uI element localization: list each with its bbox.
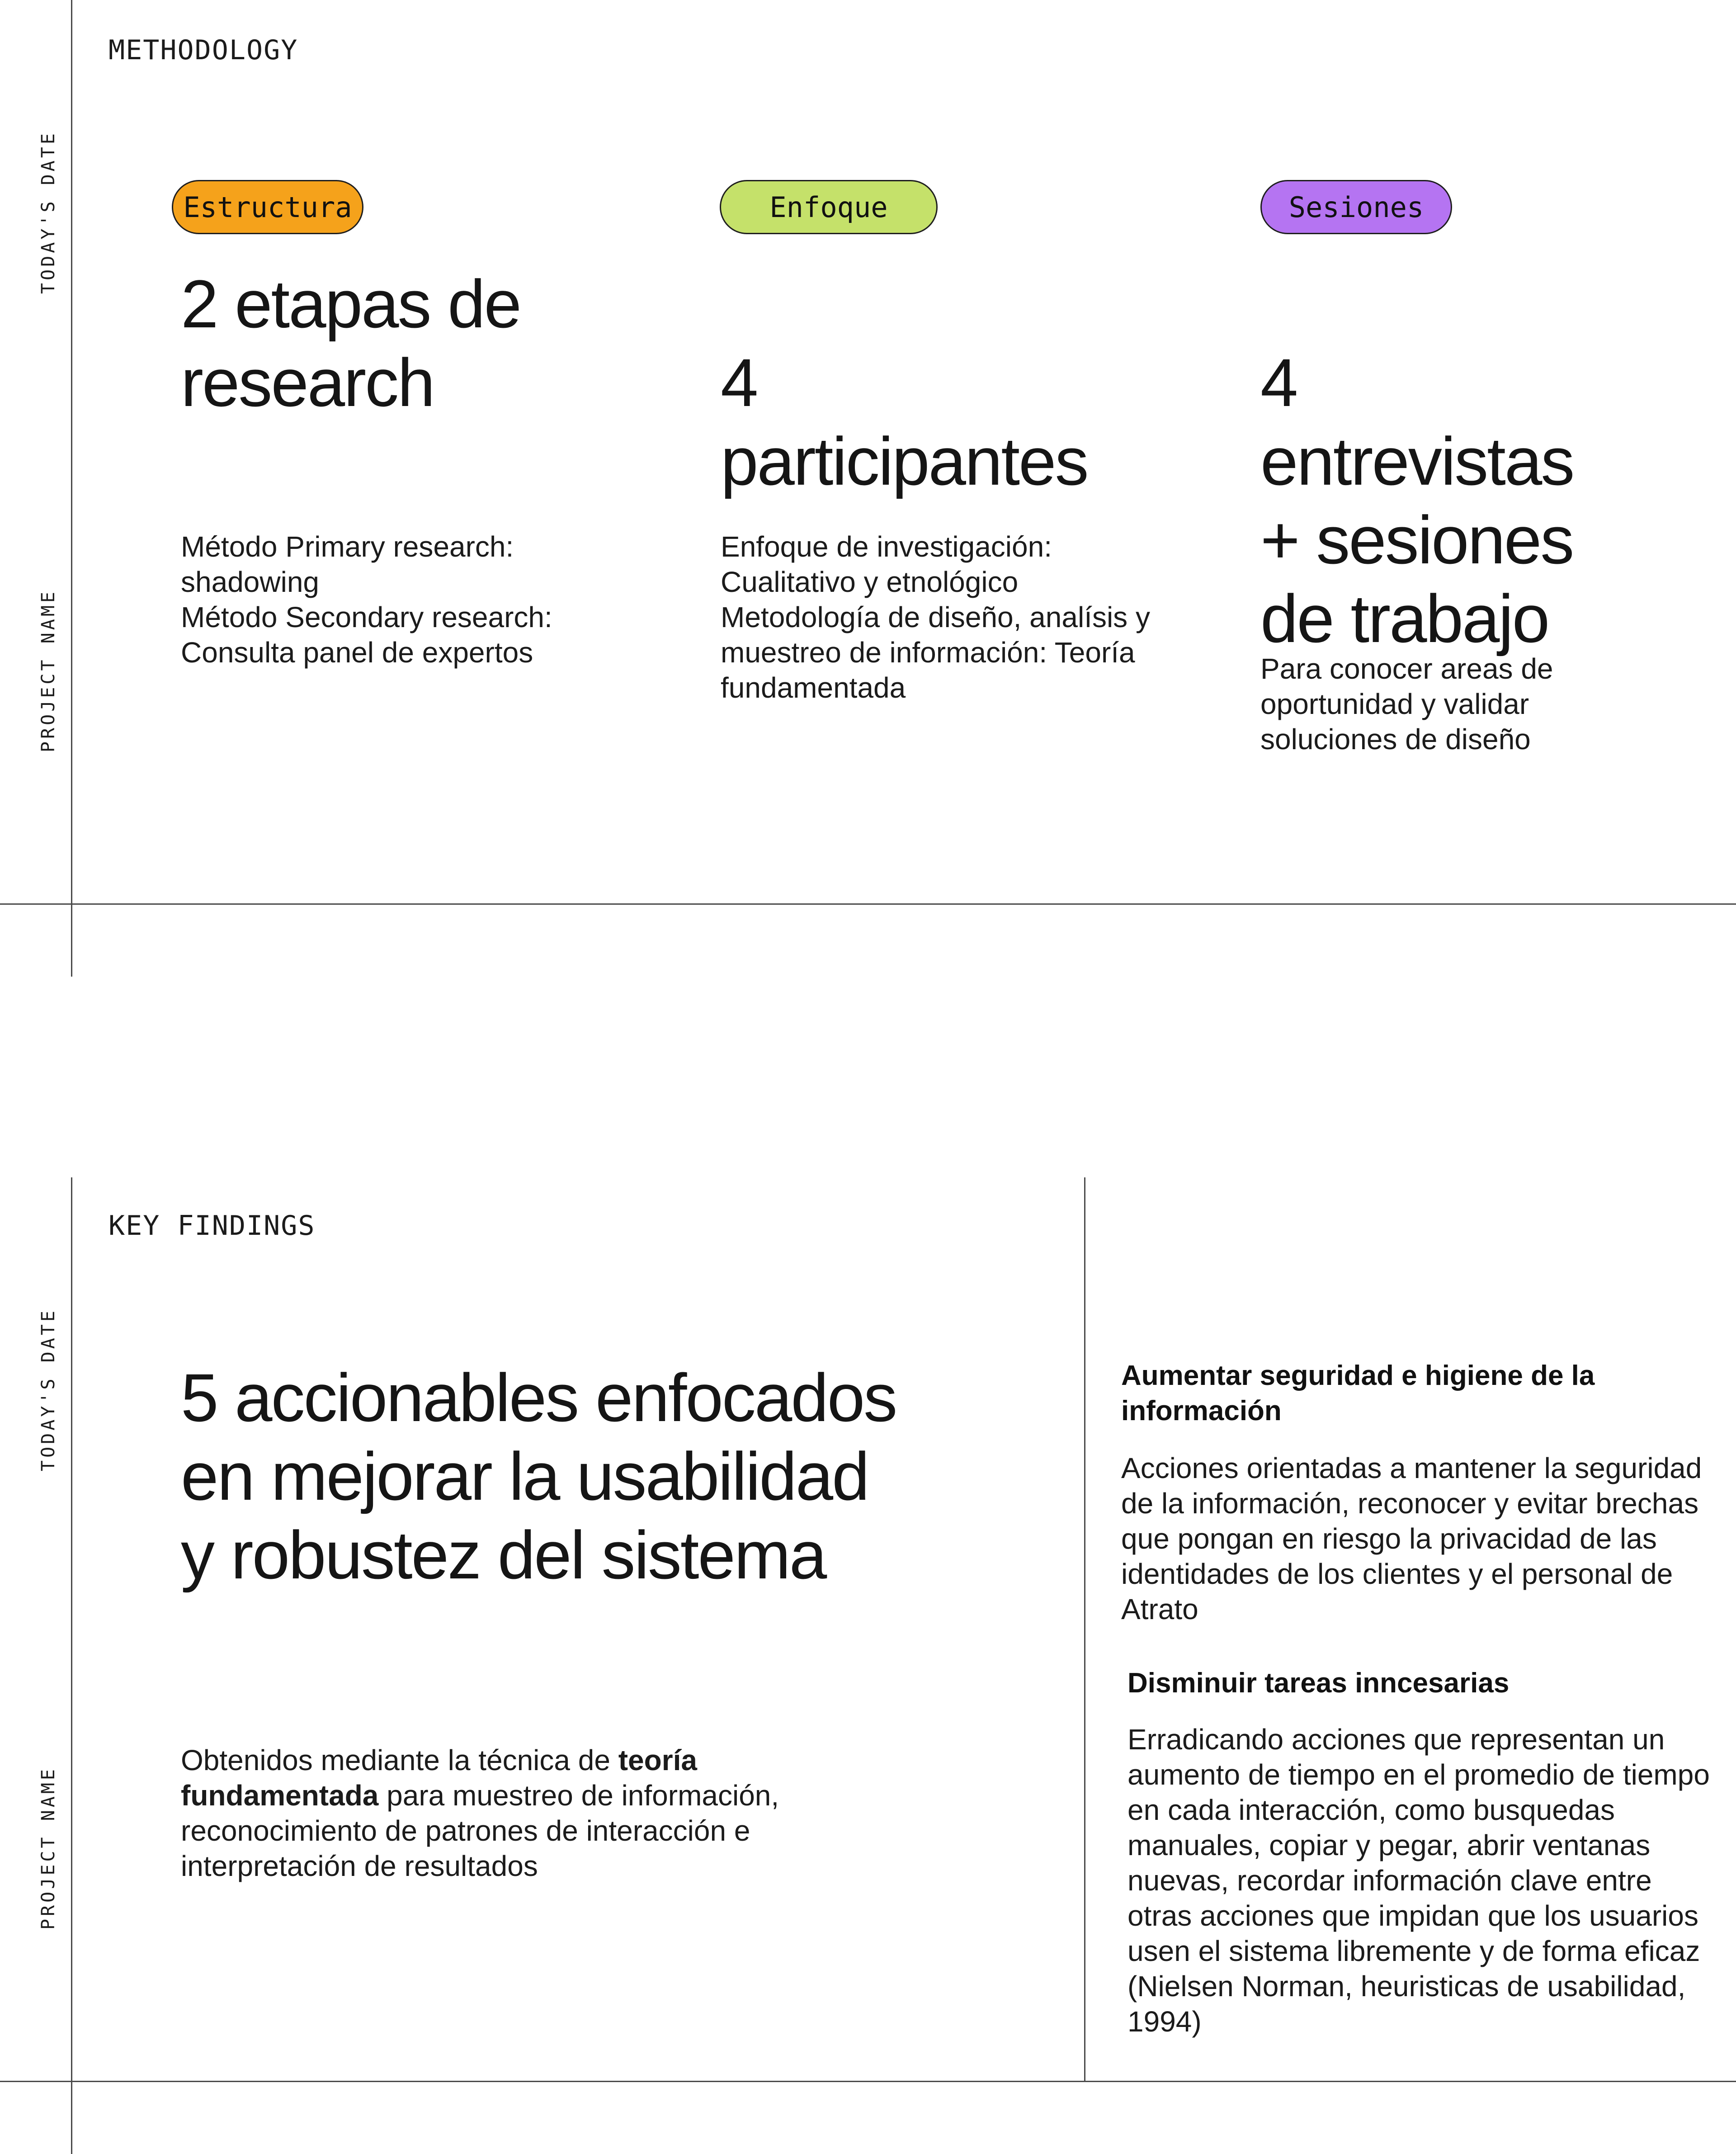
headline-estructura: [181, 265, 656, 422]
headline-estructura-text: 2 etapas de research: [181, 266, 520, 420]
body-sesiones: [1260, 651, 1586, 757]
body-enfoque: [721, 494, 1173, 705]
findings-summary-bold: teoría fundamentada: [181, 1744, 697, 1812]
left-margin-line: [71, 0, 72, 977]
body-estructura-text: Método Primary research: shadowing Método Secondary research: Consulta panel de expertos: [181, 530, 552, 669]
column-divider: [1084, 1177, 1085, 2082]
body-enfoque-text: Enfoque de investigación: Cualitativo y etnológico Metodología de diseño, analísis y muestreo de información: Teoría fundamentada: [721, 530, 1150, 704]
section-title: KEY FINDINGS: [108, 1210, 316, 1242]
headline-enfoque-text: 4 participantes: [721, 345, 1088, 499]
headline-sesiones: [1260, 265, 1712, 658]
side-label-date: TODAY'S DATE: [38, 1308, 59, 1471]
tag-sesiones: Sesiones: [1260, 180, 1452, 234]
tag-enfoque: Enfoque: [720, 180, 938, 234]
bottom-divider: [0, 903, 1736, 905]
tag-estructura: Estructura: [172, 180, 363, 234]
side-label-date: TODAY'S DATE: [38, 131, 59, 294]
headline-enfoque: [721, 265, 1173, 501]
findings-summary-prefix: Obtenidos mediante la técnica de: [181, 1744, 618, 1776]
finding-1-title: Aumentar seguridad e higiene de la información: [1121, 1360, 1595, 1427]
finding-1-body: Acciones orientadas a mantener la seguridad de la información, reconocer y evitar brechas que pongan en riesgo la privacidad de las identidades de los clientes y el personal de Atrato: [1121, 1452, 1702, 1625]
headline-sesiones-text: 4 entrevistas + sesiones de trabajo: [1260, 345, 1574, 657]
methodology-slide: [0, 0, 1736, 977]
body-sesiones-text: Para conocer areas de oportunidad y validar soluciones de diseño: [1260, 652, 1553, 756]
body-estructura: [181, 494, 588, 670]
findings-summary: [181, 1743, 814, 1884]
findings-summary-suffix: para muestreo de información, reconocimiento de patrones de interacción e interpretación de resultados: [181, 1779, 779, 1882]
section-title: METHODOLOGY: [108, 34, 298, 66]
findings-headline: 5 accionables enfocados en mejorar la usabilidad y robustez del sistema: [181, 1360, 896, 1593]
finding-2-title: Disminuir tareas inncesarias: [1127, 1667, 1510, 1699]
bottom-divider: [0, 2081, 1736, 2082]
left-margin-line: [71, 1177, 72, 2154]
finding-2-body: Erradicando acciones que representan un aumento de tiempo en el promedio de tiempo en cada interacción, como busquedas manuales, copiar y pegar, abrir ventanas nuevas, recordar información clave entre otras acciones que impidan que los usuarios usen el sistema libremente y de forma eficaz (Nielsen Norman, heuristicas de usabilidad, 1994): [1127, 1723, 1710, 2038]
side-label-project: PROJECT NAME: [38, 1767, 59, 1930]
side-label-project: PROJECT NAME: [38, 589, 59, 752]
